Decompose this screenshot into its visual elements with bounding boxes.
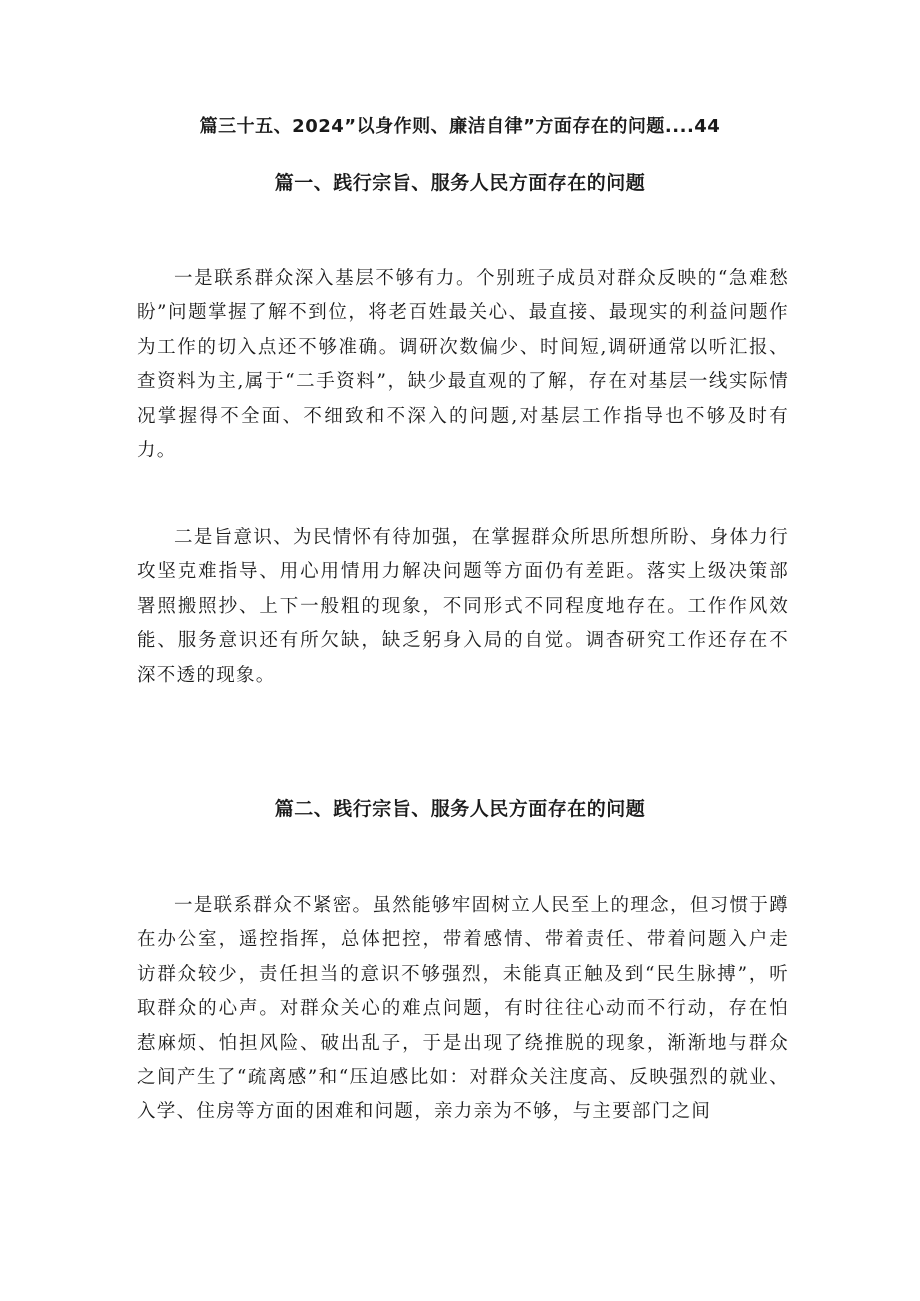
- section-2-paragraph-1: 一是联系群众不紧密。虽然能够牢固树立人民至上的理念，但习惯于蹲在办公室，遥控指挥，总体把控，带着感情、带着责任、带着问题入户走访群众较少，责任担当的意识不够强烈，未能真正触及到“民生脉搏”，听取群众的心声。对群众关心的难点问题，有时往往心动而不行动，存在怕惹麻烦、怕担风险、破出乱子，于是出现了绕推脱的现象，渐渐地与群众之间产生了“疏离感”和“压迫感比如：对群众关注度高、反映强烈的就业、入学、住房等方面的困难和问题，亲力亲为不够，与主要部门之间: [137, 895, 789, 1123]
- toc-entry: 篇三十五、2024”以身作则、廉洁自律”方面存在的问题....44: [199, 116, 721, 137]
- section-1-title: 篇一、践行宗旨、服务人民方面存在的问题: [274, 172, 646, 194]
- section-1-paragraph-1: 一是联系群众深入基层不够有力。个别班子成员对群众反映的“急难愁盼”问题掌握了解不到位，将老百姓最关心、最直接、最现实的利益问题作为工作的切入点还不够准确。调研次数偏少、时间短,调研通常以听汇报、查资料为主,属于“二手资料”，缺少最直观的了解，存在对基层一线实际情况掌握得不全面、不细致和不深入的问题,对基层工作指导也不够及时有力。: [137, 268, 789, 462]
- section-1-paragraph-2: 二是旨意识、为民情怀有待加强，在掌握群众所思所想所盼、身体力行攻坚克难指导、用心用情用力解决问题等方面仍有差距。落实上级决策部署照搬照抄、上下一般粗的现象，不同形式不同程度地存在。工作作风效能、服务意识还有所欠缺，缺乏躬身入局的自觉。调杳研究工作还存在不深不透的现象。: [137, 527, 789, 686]
- section-2-title: 篇二、践行宗旨、服务人民方面存在的问题: [274, 798, 646, 820]
